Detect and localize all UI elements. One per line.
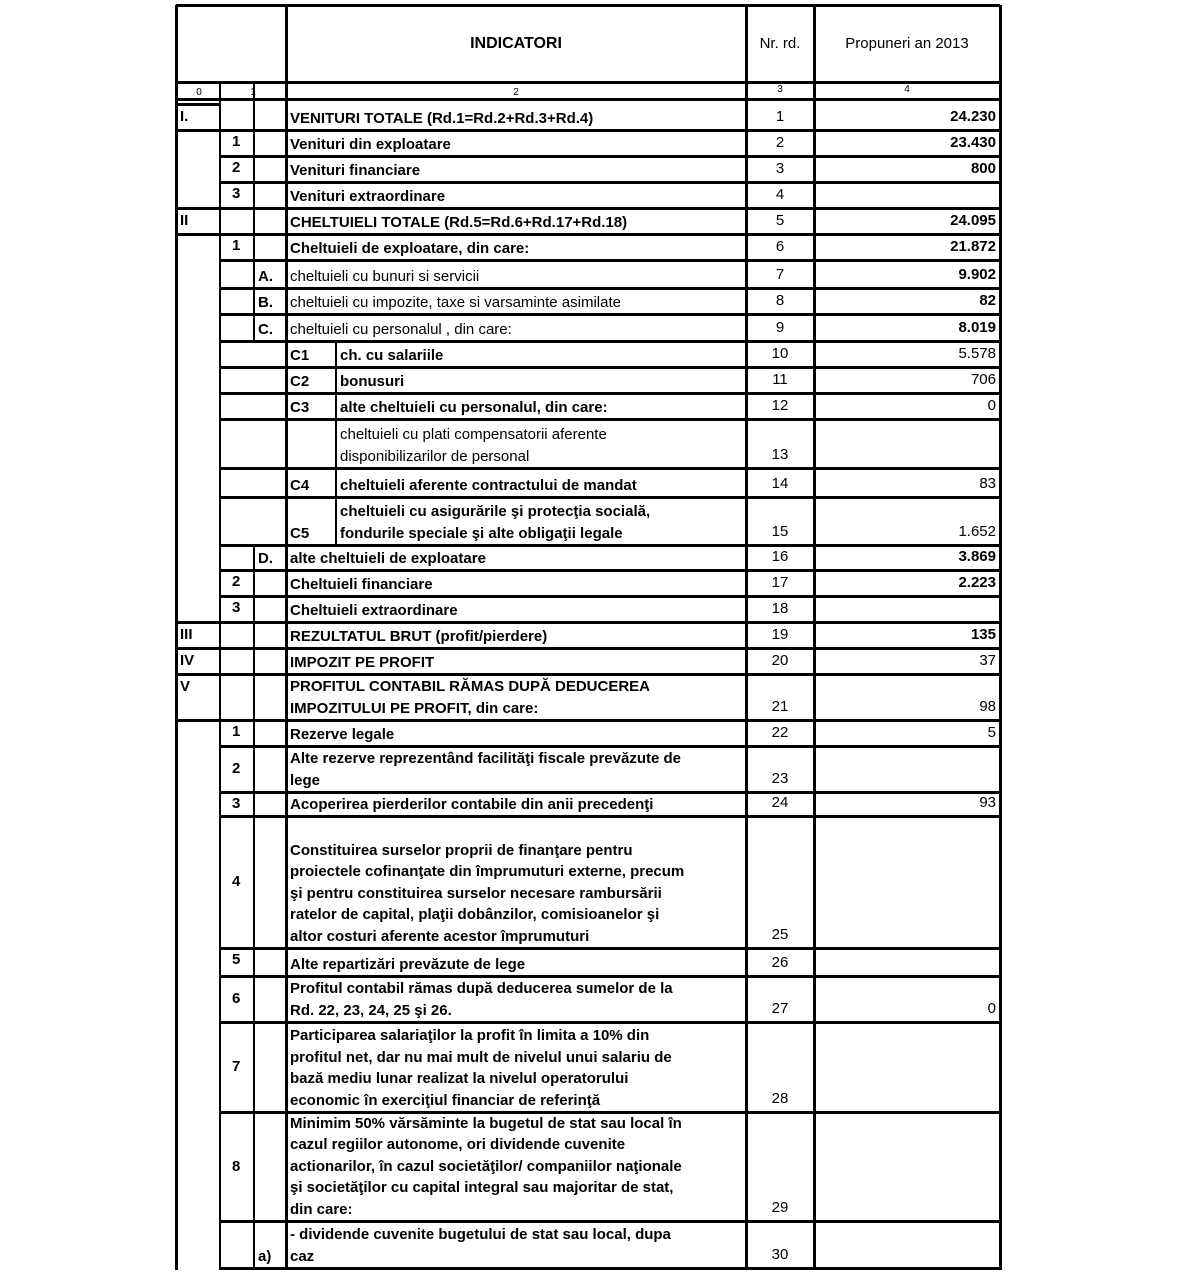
section-numeral: V <box>180 678 191 695</box>
row-value: 9.902 <box>958 265 996 283</box>
row-label: cheltuieli cu impozite, taxe si varsaminte asimilate <box>290 293 621 311</box>
row-number: 22 <box>771 723 789 741</box>
grid-line-v <box>253 260 255 288</box>
row-number: 1 <box>775 107 785 125</box>
row-number: 29 <box>771 1198 789 1216</box>
row-number: 7 <box>775 265 785 283</box>
row-label: alte cheltuieli cu personalul, din care: <box>340 398 608 416</box>
row-number: 18 <box>771 599 789 617</box>
row-number: 26 <box>771 953 789 971</box>
row-label: cheltuieli cu asigurările şi protecţia socială, <box>340 503 651 520</box>
row-label: Venituri financiare <box>290 161 421 179</box>
header-indicatori: INDICATORI <box>470 35 562 52</box>
grid-line-v <box>253 104 255 130</box>
row-value: 5.578 <box>958 344 996 362</box>
row-label: actionarilor, în cazul societăţilor/ companiilor naţionale <box>290 1157 682 1175</box>
col-number-1: 1 <box>250 87 256 98</box>
grid-line-h <box>220 1267 1000 1270</box>
row-number: 13 <box>771 445 789 463</box>
header-propuneri: Propuneri an 2013 <box>845 35 969 52</box>
row-label: Venituri extraordinare <box>290 187 446 205</box>
row-number: 15 <box>771 522 789 540</box>
grid-line-h <box>220 467 1000 470</box>
row-number: 4 <box>775 185 785 203</box>
row-value: 135 <box>970 625 996 643</box>
row-label: din care: <box>290 1200 353 1218</box>
row-number: 28 <box>771 1089 789 1107</box>
section-numeral: IV <box>180 652 195 669</box>
row-label: fondurile speciale şi alte obligaţii legale <box>340 524 623 542</box>
item-number: 4 <box>232 873 241 890</box>
row-number: 25 <box>771 925 789 943</box>
row-number: 27 <box>771 999 789 1017</box>
col-number-3: 3 <box>777 84 783 95</box>
item-number: 2 <box>232 573 241 590</box>
row-number: 16 <box>771 547 789 565</box>
grid-line-h <box>220 418 1000 421</box>
grid-line-v <box>335 419 337 468</box>
row-number: 14 <box>771 474 789 492</box>
row-number: 17 <box>771 573 789 591</box>
subitem-code: C1 <box>290 346 310 364</box>
item-number: 2 <box>232 159 241 176</box>
row-value: 83 <box>979 474 996 492</box>
row-value: 82 <box>979 291 996 309</box>
row-number: 6 <box>775 237 785 255</box>
subitem-letter: B. <box>258 293 273 311</box>
row-label: bază mediu lunar realizat la nivelul operatorului <box>290 1070 629 1087</box>
row-label: ch. cu salariile <box>340 346 444 364</box>
row-label: Cheltuieli extraordinare <box>290 601 458 619</box>
grid-line-v <box>285 5 288 1270</box>
row-value: 2.223 <box>958 573 996 591</box>
row-label: şi societăţilor cu capital integral sau majoritar de stat, <box>290 1179 674 1196</box>
row-number: 9 <box>775 318 785 336</box>
row-number: 10 <box>771 344 789 362</box>
row-label: altor costuri aferente acestor împrumuturi <box>290 927 590 945</box>
row-label: Acoperirea pierderilor contabile din anii precedenţi <box>290 795 654 813</box>
item-number: 3 <box>232 795 241 812</box>
grid-line-v <box>253 674 255 720</box>
row-label: PROFITUL CONTABIL RĂMAS DUPĂ DEDUCEREA <box>290 678 651 695</box>
row-label: Rd. 22, 23, 24, 25 şi 26. <box>290 1001 452 1019</box>
col-number-0: 0 <box>196 87 202 98</box>
row-value: 0 <box>987 999 996 1017</box>
row-value: 98 <box>979 697 996 715</box>
row-label: şi pentru constituirea surselor necesare rambursării <box>290 884 662 902</box>
row-label: cheltuieli cu bunuri si servicii <box>290 267 480 285</box>
row-label: REZULTATUL BRUT (profit/pierdere) <box>290 627 548 645</box>
col-number-2: 2 <box>513 87 519 98</box>
row-label: Participarea salariaţilor la profit în limita a 10% din <box>290 1027 650 1044</box>
row-number: 19 <box>771 625 789 643</box>
row-number: 3 <box>775 159 785 177</box>
row-label: cazul regiilor autonome, ori dividende cuvenite <box>290 1136 626 1153</box>
row-label: disponibilizarilor de personal <box>340 447 530 465</box>
row-label: Cheltuieli financiare <box>290 575 433 593</box>
subitem-code: C3 <box>290 398 310 416</box>
grid-line-v <box>999 5 1002 1270</box>
row-value: 706 <box>970 370 996 388</box>
subitem-letter: A. <box>258 267 273 285</box>
row-value: 0 <box>987 396 996 414</box>
row-label: cheltuieli cu personalul , din care: <box>290 320 512 338</box>
grid-line-v <box>253 208 255 234</box>
grid-line-v <box>253 545 255 570</box>
row-value: 23.430 <box>950 133 996 151</box>
row-value: 5 <box>987 723 996 741</box>
row-label: Alte rezerve reprezentând facilităţi fiscale prevăzute de <box>290 750 681 767</box>
section-numeral: II <box>180 212 189 229</box>
row-label: - dividende cuvenite bugetului de stat sau local, dupa <box>290 1226 671 1243</box>
row-number: 21 <box>771 697 789 715</box>
row-label: Cheltuieli de exploatare, din care: <box>290 239 530 257</box>
row-label: ratelor de capital, plaţii dobânzilor, comisioanelor şi <box>290 906 660 923</box>
grid-line-v <box>175 5 178 1270</box>
row-label: Alte repartizări prevăzute de lege <box>290 955 526 973</box>
row-label: Rezerve legale <box>290 725 395 743</box>
grid-line-v <box>253 622 255 648</box>
subitem-code: C4 <box>290 476 310 494</box>
row-value: 3.869 <box>958 547 996 565</box>
row-label: IMPOZIT PE PROFIT <box>290 653 435 671</box>
item-number: 3 <box>232 599 241 616</box>
row-number: 23 <box>771 769 789 787</box>
item-number: 3 <box>232 185 241 202</box>
row-label: profitul net, dar nu mai mult de nivelul unui salariu de <box>290 1048 672 1066</box>
item-number: 1 <box>232 133 241 150</box>
item-number: 5 <box>232 951 241 968</box>
grid-line-v <box>253 288 255 314</box>
row-value: 8.019 <box>958 318 996 336</box>
item-number: 6 <box>232 990 241 1007</box>
grid-line-v <box>253 1221 255 1268</box>
row-label: cheltuieli cu plati compensatorii aferente <box>340 426 607 443</box>
row-number: 8 <box>775 291 785 309</box>
item-number: 7 <box>232 1058 241 1075</box>
grid-line-h <box>176 4 1000 7</box>
row-value: 21.872 <box>950 237 996 255</box>
row-label: IMPOZITULUI PE PROFIT, din care: <box>290 699 539 717</box>
row-label: lege <box>290 771 321 789</box>
subitem-code: C5 <box>290 524 310 542</box>
row-value: 24.095 <box>950 211 996 229</box>
row-label: proiectele cofinanţate din împrumuturi externe, precum <box>290 863 685 880</box>
row-label: bonusuri <box>340 372 405 390</box>
row-label: CHELTUIELI TOTALE (Rd.5=Rd.6+Rd.17+Rd.18) <box>290 213 628 231</box>
row-label: Venituri din exploatare <box>290 135 451 153</box>
grid-line-v <box>253 314 255 341</box>
row-number: 20 <box>771 651 789 669</box>
row-number: 2 <box>775 133 785 151</box>
subitem-code: C2 <box>290 372 310 390</box>
row-value: 800 <box>970 159 996 177</box>
row-number: 30 <box>771 1245 789 1263</box>
row-number: 5 <box>775 211 785 229</box>
row-label: caz <box>290 1247 315 1265</box>
row-label: Profitul contabil rămas după deducerea sumelor de la <box>290 980 673 997</box>
item-number: 8 <box>232 1157 241 1175</box>
grid-line-v <box>253 648 255 674</box>
row-number: 12 <box>771 396 789 414</box>
row-label: cheltuieli aferente contractului de mandat <box>340 476 637 494</box>
row-value: 37 <box>979 651 996 669</box>
col-number-4: 4 <box>904 84 910 95</box>
subitem-letter: a) <box>258 1247 272 1265</box>
row-number: 11 <box>772 370 788 388</box>
row-value: 24.230 <box>950 107 996 125</box>
row-number: 24 <box>771 793 789 811</box>
item-number: 1 <box>232 237 241 254</box>
row-label: Minimim 50% vărsăminte la bugetul de stat sau local în <box>290 1114 682 1132</box>
header-nr-rd: Nr. rd. <box>759 35 801 52</box>
row-value: 1.652 <box>958 522 996 540</box>
item-number: 1 <box>232 723 241 740</box>
subitem-letter: C. <box>258 320 273 338</box>
subitem-letter: D. <box>258 549 273 567</box>
row-label: Constituirea surselor proprii de finanţare pentru <box>290 841 633 859</box>
row-label: VENITURI TOTALE (Rd.1=Rd.2+Rd.3+Rd.4) <box>290 109 594 127</box>
section-numeral: I. <box>180 108 189 125</box>
section-numeral: III <box>180 626 193 643</box>
item-number: 2 <box>232 760 241 777</box>
row-label: economic în exerciţiul financiar de referinţă <box>290 1091 601 1109</box>
row-label: alte cheltuieli de exploatare <box>290 549 486 567</box>
row-value: 93 <box>979 793 996 811</box>
